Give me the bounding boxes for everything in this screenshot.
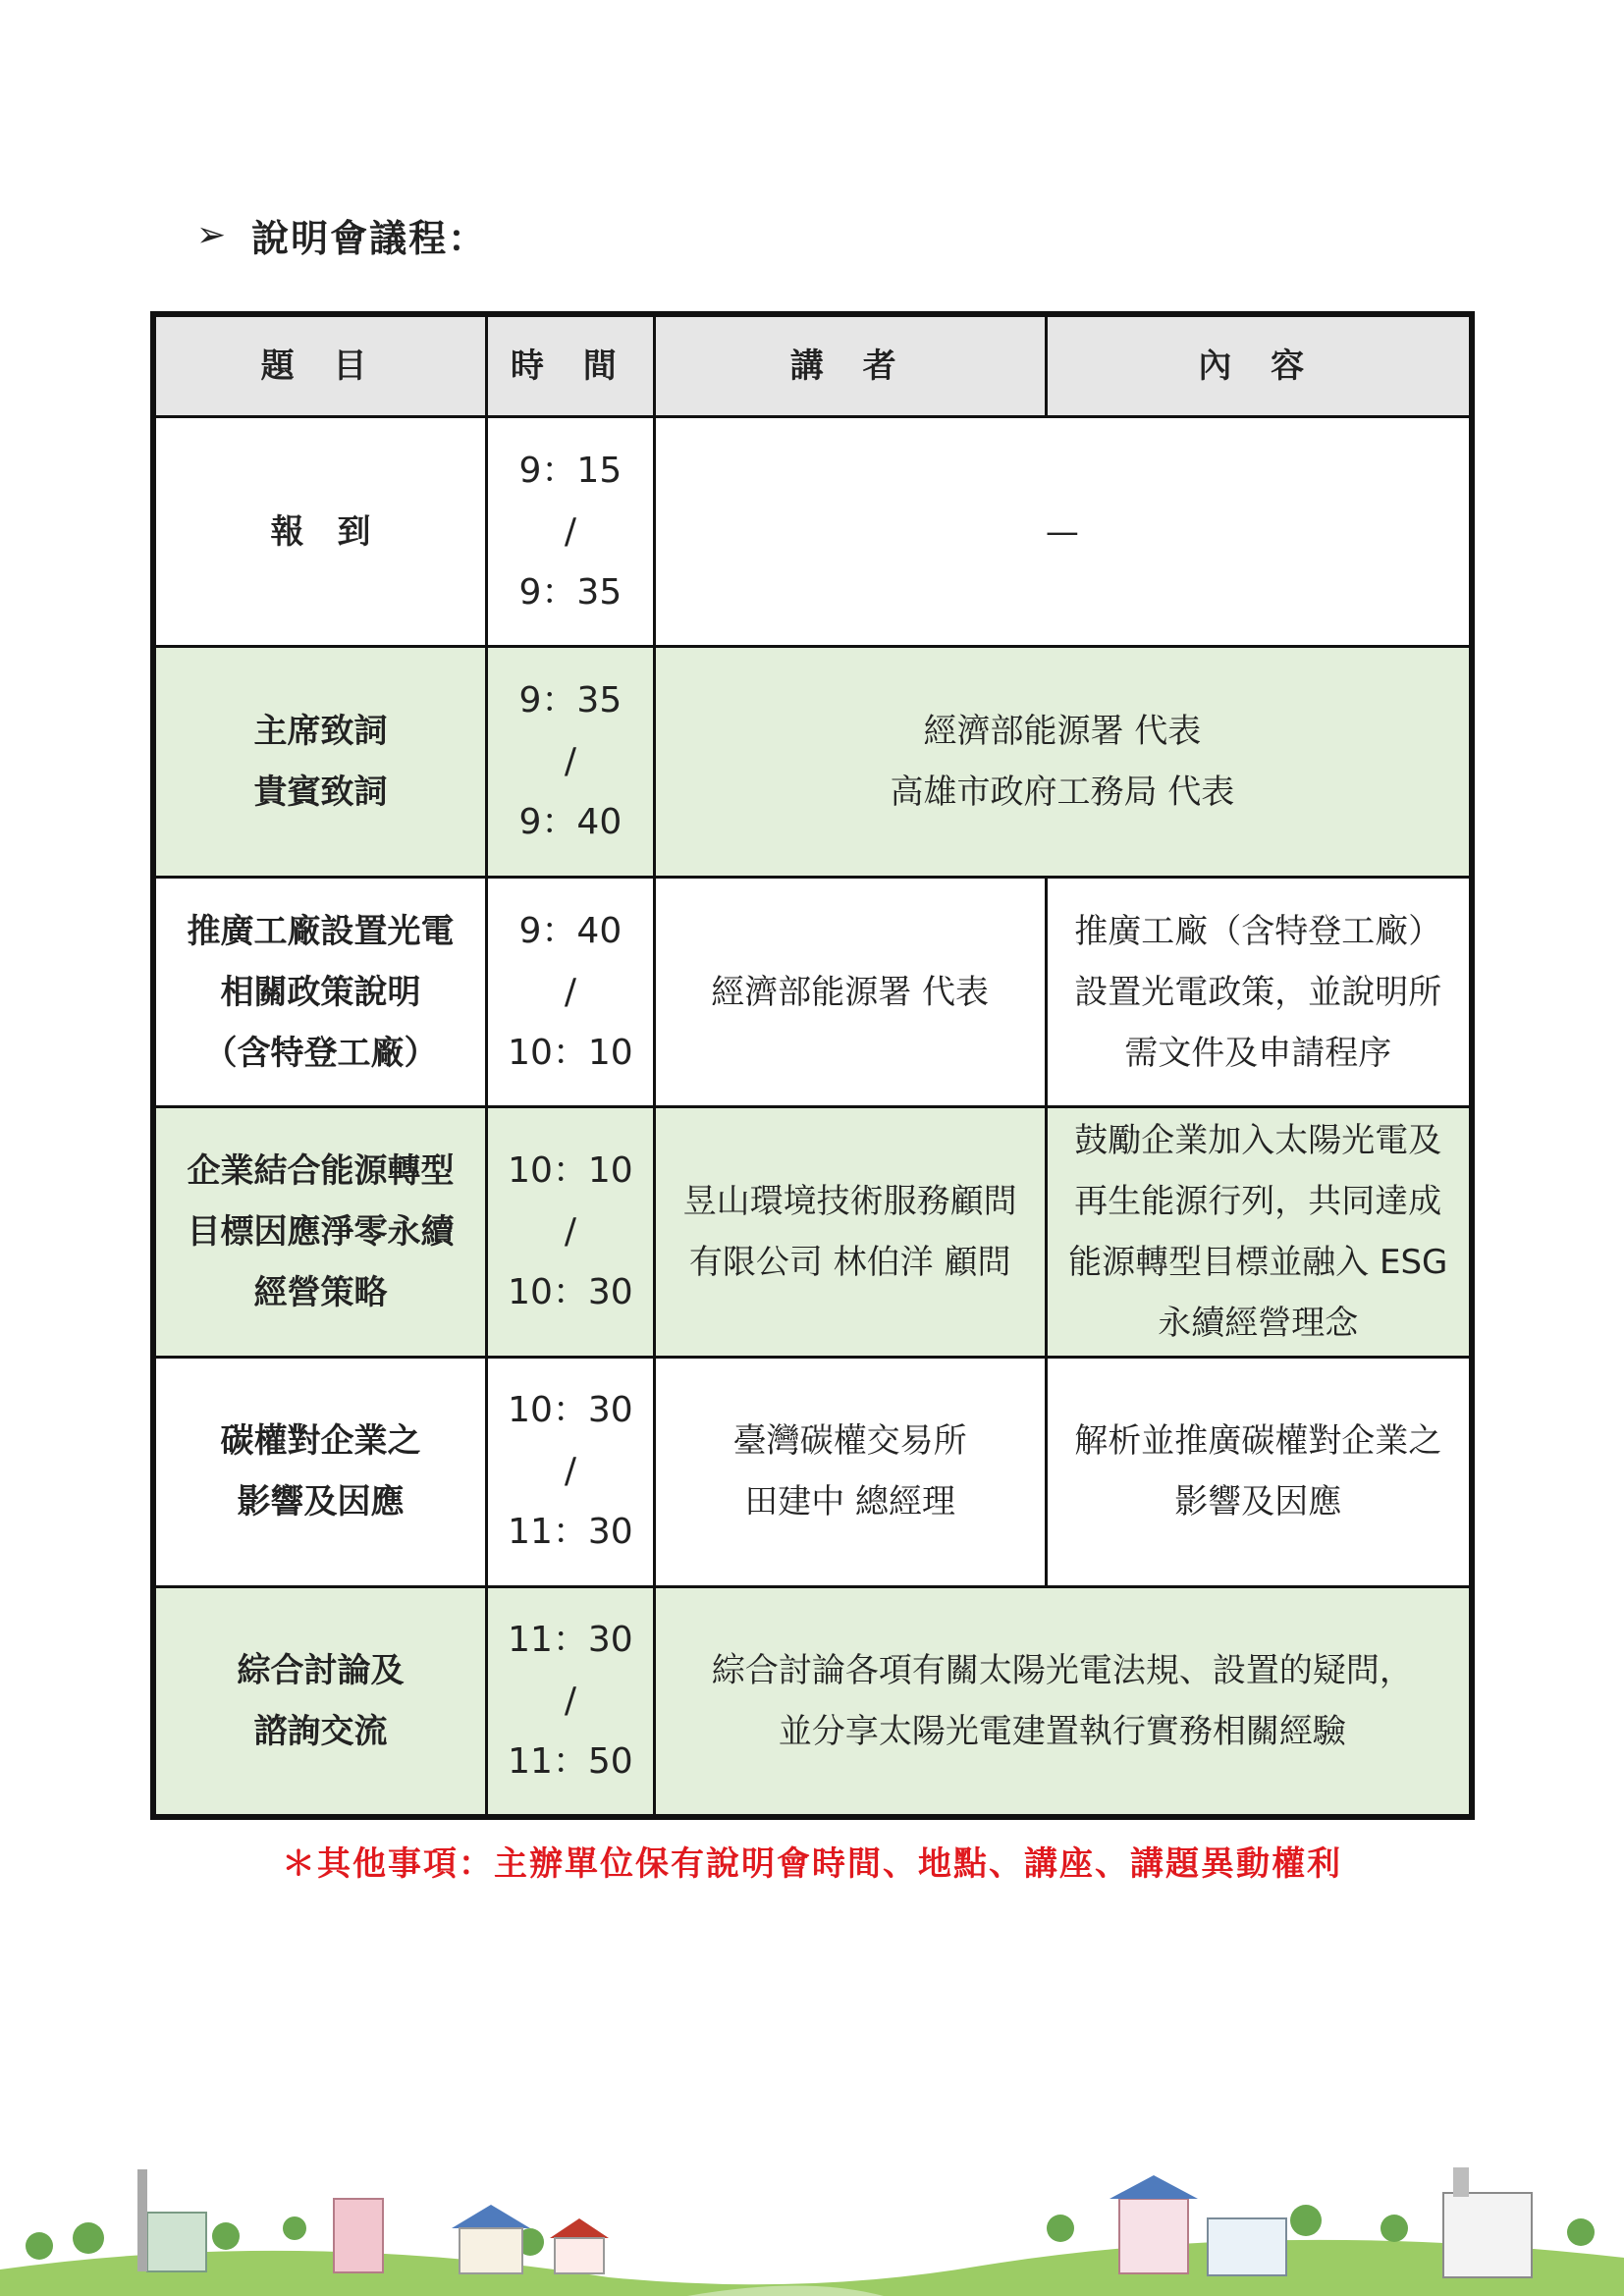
topic-line: 貴賓致詞: [253, 773, 388, 813]
table-header-row: [153, 314, 1472, 417]
time-start: 10：10: [508, 1149, 633, 1191]
merged-line: 經濟部能源署 代表: [923, 712, 1202, 752]
topic-line: 綜合討論及: [237, 1651, 405, 1691]
topic-line: 企業結合能源轉型: [187, 1150, 455, 1191]
topic-line: （含特登工廠）: [203, 1033, 438, 1073]
table-row: [153, 877, 1472, 1106]
header-topic: 題 目: [153, 314, 487, 417]
content-line: 能源轉型目標並融入 ESG: [1068, 1242, 1448, 1282]
content-line: 推廣工廠（含特登工廠）: [1074, 911, 1442, 951]
merged-line: 綜合討論各項有關太陽光電法規、設置的疑問，: [711, 1651, 1413, 1691]
row-speaker: [654, 1357, 1046, 1586]
row-content: [1046, 1107, 1472, 1357]
header-speaker: 講 者: [654, 314, 1046, 417]
row-time: [487, 1357, 655, 1586]
row-merged-content: [654, 417, 1472, 647]
time-start: 9：40: [518, 910, 623, 951]
row-topic: [153, 1587, 487, 1817]
speaker-line: 田建中 總經理: [744, 1482, 956, 1522]
row-time: [487, 417, 655, 647]
topic-line: 報 到: [270, 511, 371, 552]
time-separator: /: [564, 971, 576, 1012]
topic-line: 影響及因應: [237, 1482, 405, 1522]
time-end: 10：10: [508, 1032, 633, 1073]
content-line: 解析並推廣碳權對企業之: [1074, 1421, 1442, 1462]
footer-town-illustration: [0, 2160, 1624, 2296]
row-time: [487, 1587, 655, 1817]
row-topic: [153, 1357, 487, 1586]
time-separator: /: [564, 1210, 576, 1252]
row-topic: [153, 1107, 487, 1357]
row-speaker: [654, 877, 1046, 1106]
table-row: [153, 1357, 1472, 1586]
speaker-line: 昱山環境技術服務顧問: [682, 1181, 1017, 1221]
time-start: 9：15: [518, 450, 623, 491]
topic-line: 碳權對企業之: [220, 1421, 421, 1462]
time-separator: /: [564, 1681, 576, 1722]
table-row: [153, 417, 1472, 647]
time-end: 9：40: [518, 802, 623, 843]
time-separator: /: [564, 1451, 576, 1492]
row-merged-content: [654, 647, 1472, 877]
other-matters-note: ＊其他事項：主辦單位保有說明會時間、地點、講座、講題異動權利: [282, 1844, 1342, 1884]
row-time: [487, 877, 655, 1106]
row-topic: [153, 417, 487, 647]
table-row: [153, 1107, 1472, 1357]
time-separator: /: [564, 510, 576, 552]
row-content: [1046, 1357, 1472, 1586]
time-end: 11：30: [508, 1512, 633, 1553]
row-speaker: [654, 1107, 1046, 1357]
time-start: 11：30: [508, 1620, 633, 1661]
row-topic: [153, 647, 487, 877]
time-end: 10：30: [508, 1271, 633, 1312]
time-end: 9：35: [518, 571, 623, 613]
topic-line: 目標因應淨零永續: [187, 1211, 455, 1252]
time-start: 9：35: [518, 680, 623, 721]
row-time: [487, 647, 655, 877]
time-end: 11：50: [508, 1741, 633, 1783]
row-merged-content: [654, 1587, 1472, 1817]
row-topic: [153, 877, 487, 1106]
time-start: 10：30: [508, 1390, 633, 1431]
topic-line: 經營策略: [253, 1272, 388, 1312]
merged-line: —: [1045, 511, 1079, 552]
content-line: 永續經營理念: [1158, 1303, 1359, 1343]
table-row: [153, 647, 1472, 877]
content-line: 設置光電政策，並說明所: [1074, 972, 1442, 1012]
row-content: [1046, 877, 1472, 1106]
topic-line: 相關政策說明: [220, 972, 421, 1012]
agenda-table: [150, 311, 1475, 1820]
merged-line: 並分享太陽光電建置執行實務相關經驗: [778, 1712, 1346, 1752]
header-content: 內 容: [1046, 314, 1472, 417]
header-time: 時 間: [487, 314, 655, 417]
arrow-bullet-icon: ➢: [196, 215, 229, 255]
speaker-line: 有限公司 林伯洋 顧問: [688, 1242, 1011, 1282]
topic-line: 諮詢交流: [253, 1712, 388, 1752]
speaker-line: 經濟部能源署 代表: [711, 972, 990, 1012]
content-line: 影響及因應: [1174, 1482, 1342, 1522]
content-line: 鼓勵企業加入太陽光電及: [1074, 1120, 1442, 1160]
table-row: [153, 1587, 1472, 1817]
speaker-line: 臺灣碳權交易所: [732, 1421, 967, 1462]
content-line: 需文件及申請程序: [1124, 1033, 1392, 1073]
row-time: [487, 1107, 655, 1357]
agenda-title: 說明會議程：: [251, 217, 488, 260]
merged-line: 高雄市政府工務局 代表: [890, 773, 1235, 813]
agenda-heading: [196, 208, 487, 262]
content-line: 再生能源行列，共同達成: [1074, 1181, 1442, 1221]
topic-line: 推廣工廠設置光電: [187, 911, 455, 951]
time-separator: /: [564, 741, 576, 782]
topic-line: 主席致詞: [253, 712, 388, 752]
